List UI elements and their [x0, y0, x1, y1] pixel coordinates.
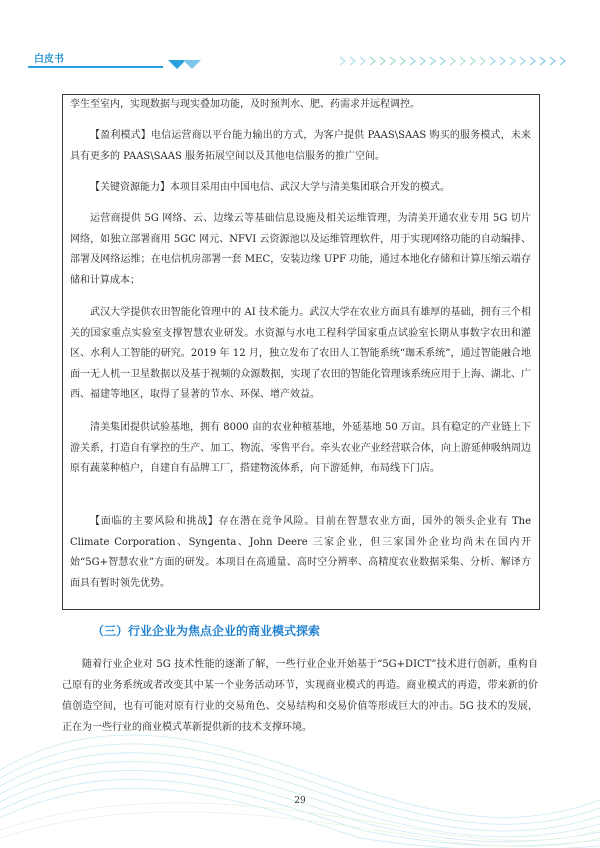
- profit-model-text: 电信运营商以平台能力输出的方式，为客户提供 PAAS\SAAS 购买的服务模式，未来具有更多的 PAAS\SAAS 服务拓展空间以及其他电信服务的推广空间。: [70, 130, 531, 162]
- key-resources-label: 【关键资源能力】: [90, 182, 170, 193]
- header-rule: [28, 66, 163, 68]
- box-paragraph-qingmei: 清美集团提供试验基地，拥有 8000 亩的农业种植基地，外延基地 50 万亩。具有稳定的产业链上下游关系，打造自有掌控的生产、加工、物流、零售平台。牵头农业产业经营联合体，向上游延伸吸纳周边原有蔬菜种植户，自建自有品牌工厂，搭建物流体系，向下游延伸，布局线下门店。: [70, 422, 531, 474]
- page-number: 29: [294, 796, 306, 806]
- box-paragraph-1: 孪生至室内，实现数据与现实叠加功能，及时预判水、肥、药需求并远程调控。: [70, 99, 420, 110]
- profit-model-label: 【盈利模式】: [90, 130, 151, 141]
- header-chevron-pattern-icon: [338, 55, 568, 67]
- risks-text: 存在潜在竞争风险。目前在智慧农业方面，国外的领头企业有 The Climate Corporation、Syngenta、John Deere 三家企业，但三家国外企业均尚未在国内开始“5G+智慧农业”方面的研发。本项目在高通量、高时空分辨率、高精度农业数据采集、分析、解译方面具有暂时领先优势。: [70, 516, 531, 589]
- box-paragraph-operator: 运营商提供 5G 网络、云、边缘云等基础信息设施及相关运维管理，为清美开通农业专用 5G 切片网络，如独立部署商用 5GC 网元、NFVI 云资源池以及运维管理软件，用于实现网络功能的自动编排、部署及网络运维；在电信机房部署一套 MEC，安装边缘 UPF 功能，通过本地化存储和计算压缩云端存储和计算成本；: [70, 213, 531, 286]
- section-body-paragraph: 随着行业企业对 5G 技术性能的逐渐了解，一些行业企业开始基于“5G+DICT”技术进行创新，重构自己原有的业务系统或者改变其中某一个业务活动环节，实现商业模式的再造。商业模式的再造，带来新的价值创造空间，也有可能对原有行业的交易角色、交易结构和交易价值等形成巨大的冲击。5G 技术的发展，正在为一些行业的商业模式革新提供新的技术支撑环境。: [62, 659, 538, 733]
- document-header-label: 白皮书: [34, 54, 64, 65]
- header-triangle-icon-light: [183, 60, 201, 69]
- risks-label: 【面临的主要风险和挑战】: [90, 516, 219, 527]
- key-resources-text: 本项目采用由中国电信、武汉大学与清美集团联合开发的模式。: [170, 182, 450, 193]
- box-paragraph-whu: 武汉大学提供农田智能化管理中的 AI 技术能力。武汉大学在农业方面具有雄厚的基础，拥有三个相关的国家重点实验室支撑智慧农业研发。水资源与水电工程科学国家重点试验室长期从事数字农田和灌区、水利人工智能的研究。2019 年 12 月，独立发布了农田人工智能系统“珈禾系统”，通过智能融合地面一无人机一卫星数据以及基于视频的众源数据，实现了农田的智能化管理该系统应用于上海、湖北、广西、福建等地区，取得了显著的节水、环保、增产效益。: [70, 307, 531, 400]
- box-paragraph-risks: [70, 512, 531, 594]
- section-heading: （三）行业企业为焦点企业的商业模式探索: [92, 624, 321, 638]
- box-paragraph-profit-model: [70, 126, 531, 167]
- box-paragraph-key-resources: [70, 178, 531, 199]
